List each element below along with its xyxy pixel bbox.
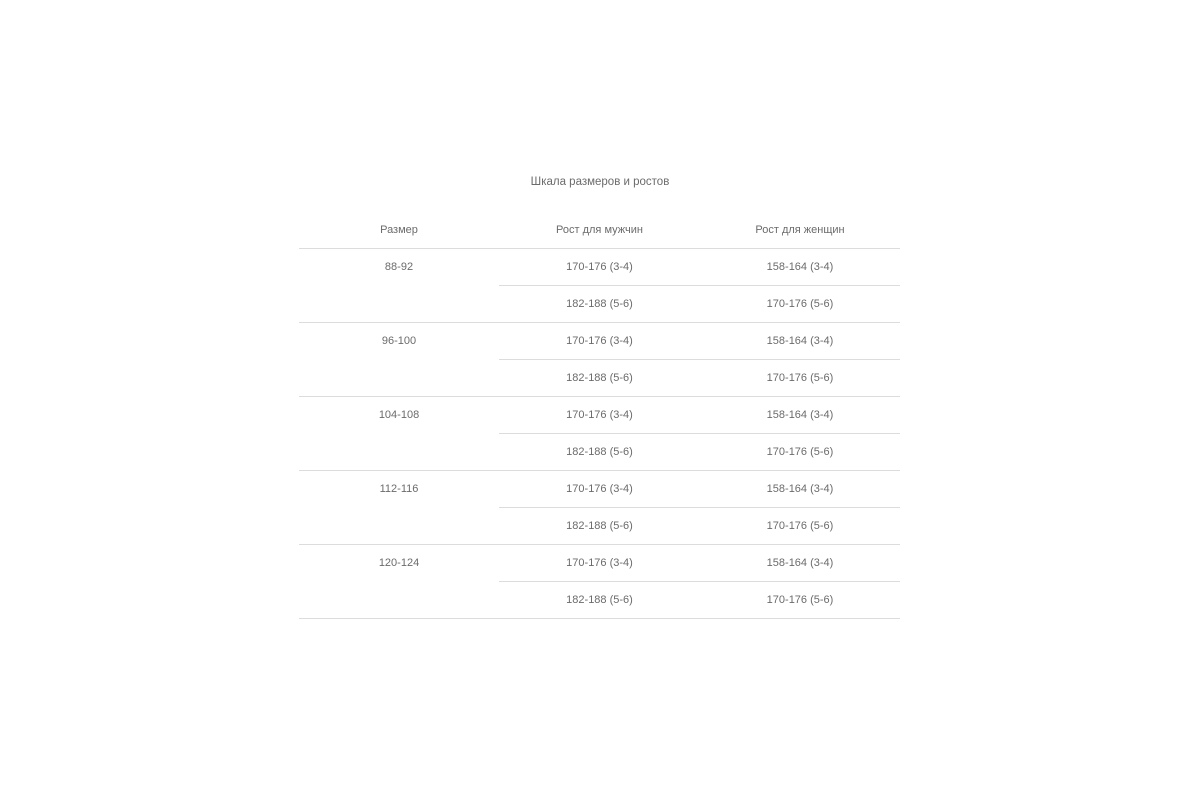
table-header (299, 212, 900, 249)
men-height-cell: 182-188 (5-6) (499, 434, 700, 471)
women-height-cell: 170-176 (5-6) (700, 286, 900, 323)
women-height-cell: 158-164 (3-4) (700, 471, 900, 508)
men-height-cell: 182-188 (5-6) (499, 508, 700, 545)
men-height-cell: 170-176 (3-4) (499, 249, 700, 286)
women-height-cell: 158-164 (3-4) (700, 397, 900, 434)
table-row (299, 323, 900, 360)
header-size: Размер (299, 212, 499, 249)
men-height-cell: 170-176 (3-4) (499, 471, 700, 508)
header-women-height: Рост для женщин (700, 212, 900, 249)
size-cell: 96-100 (299, 323, 499, 397)
table-row (299, 471, 900, 508)
women-height-cell: 170-176 (5-6) (700, 360, 900, 397)
women-height-cell: 158-164 (3-4) (700, 323, 900, 360)
men-height-cell: 182-188 (5-6) (499, 286, 700, 323)
size-height-table (299, 212, 900, 619)
men-height-cell: 182-188 (5-6) (499, 360, 700, 397)
size-cell: 104-108 (299, 397, 499, 471)
size-cell: 112-116 (299, 471, 499, 545)
header-men-height: Рост для мужчин (499, 212, 700, 249)
header-row (299, 212, 900, 249)
size-cell: 88-92 (299, 249, 499, 323)
men-height-cell: 170-176 (3-4) (499, 545, 700, 582)
men-height-cell: 170-176 (3-4) (499, 397, 700, 434)
table-row (299, 249, 900, 286)
women-height-cell: 170-176 (5-6) (700, 582, 900, 619)
table-row (299, 545, 900, 582)
women-height-cell: 170-176 (5-6) (700, 508, 900, 545)
women-height-cell: 158-164 (3-4) (700, 249, 900, 286)
table-row (299, 397, 900, 434)
table-caption: Шкала размеров и ростов (530, 176, 670, 188)
size-cell: 120-124 (299, 545, 499, 619)
men-height-cell: 182-188 (5-6) (499, 582, 700, 619)
women-height-cell: 158-164 (3-4) (700, 545, 900, 582)
women-height-cell: 170-176 (5-6) (700, 434, 900, 471)
men-height-cell: 170-176 (3-4) (499, 323, 700, 360)
table-body (299, 249, 900, 619)
